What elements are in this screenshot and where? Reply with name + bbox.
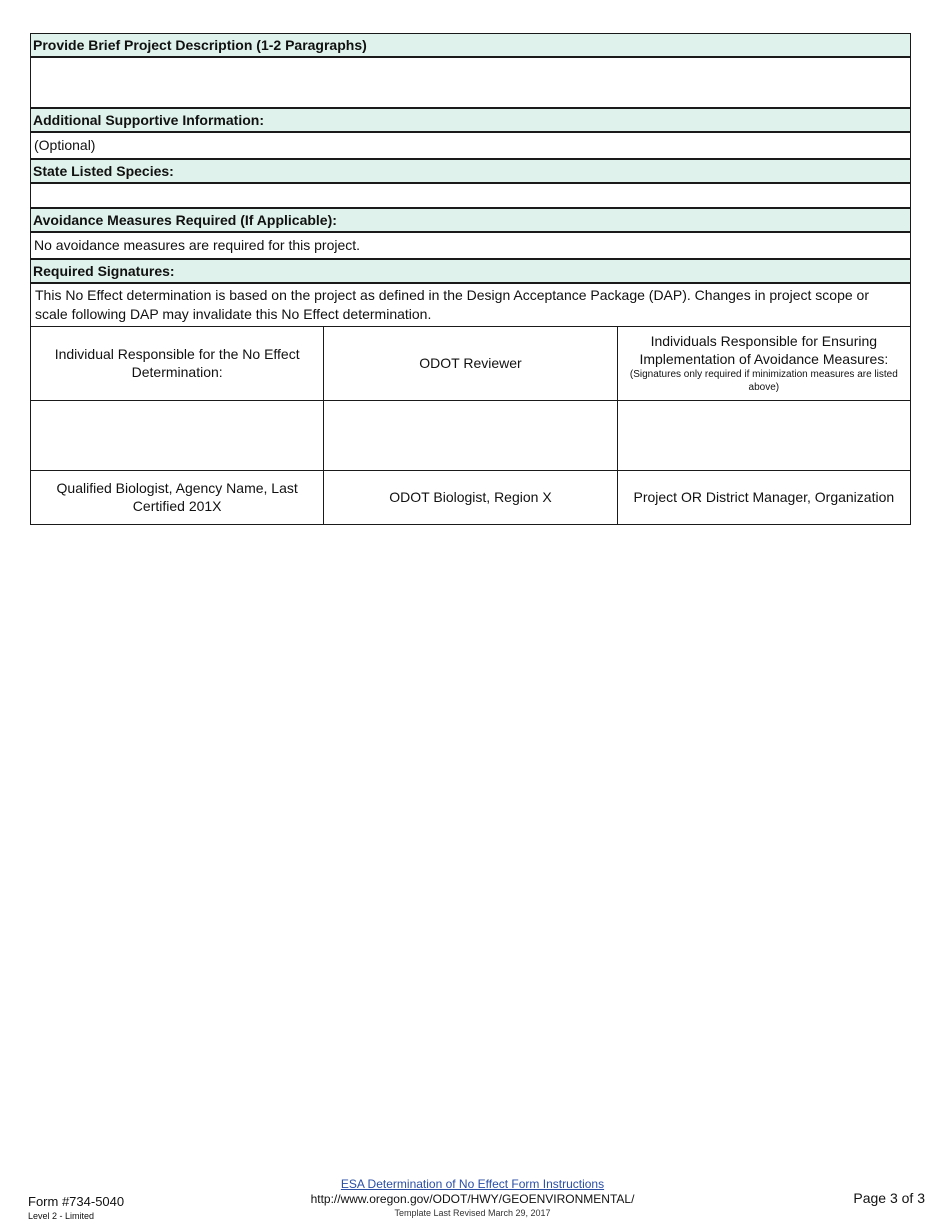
footer-links [250, 1177, 695, 1219]
avoidance-field[interactable]: No avoidance measures are required for this project. [30, 233, 911, 259]
signer-name: Qualified Biologist, Agency Name, Last Certified 201X [31, 470, 324, 524]
footer-url: http://www.oregon.gov/ODOT/HWY/GEOENVIRONMENTAL/ [310, 1192, 635, 1206]
signature-table [30, 327, 911, 525]
column-title-text: Individual Responsible for the No Effect Determination: [54, 346, 300, 381]
signature-box-odot-reviewer[interactable] [324, 400, 617, 470]
signer-name: Project OR District Manager, Organization [617, 470, 910, 524]
form-number: Form #734-5040 [28, 1194, 125, 1209]
signature-entry-row [31, 400, 911, 470]
additional-info-field[interactable]: (Optional) [30, 133, 911, 159]
signer-name-row [31, 470, 911, 524]
project-description-field[interactable] [30, 58, 911, 108]
signature-header-row [31, 327, 911, 400]
signature-box-implementation[interactable] [617, 400, 910, 470]
column-note: (Signatures only required if minimization measures are listed above) [629, 369, 898, 394]
signer-name: ODOT Biologist, Region X [324, 470, 617, 524]
template-revised: Template Last Revised March 29, 2017 [394, 1208, 551, 1218]
instructions-link[interactable]: ESA Determination of No Effect Form Instructions [340, 1177, 605, 1191]
project-description-heading: Provide Brief Project Description (1-2 Paragraphs) [30, 33, 911, 58]
state-species-field[interactable] [30, 184, 911, 208]
column-title-text: Individuals Responsible for Ensuring Implementation of Avoidance Measures: [639, 333, 889, 368]
page-number: Page 3 of 3 [853, 1190, 925, 1206]
signature-column-title [324, 327, 617, 400]
footer-form-info [28, 1194, 124, 1222]
column-title-text: ODOT Reviewer [419, 355, 522, 372]
avoidance-heading: Avoidance Measures Required (If Applicable): [30, 208, 911, 233]
form-page [30, 33, 911, 525]
state-species-heading: State Listed Species: [30, 159, 911, 184]
form-level: Level 2 - Limited [28, 1211, 95, 1221]
signature-column-title [31, 327, 324, 400]
additional-info-heading: Additional Supportive Information: [30, 108, 911, 133]
signature-column-title [617, 327, 910, 400]
signature-box-biologist[interactable] [31, 400, 324, 470]
signatures-heading: Required Signatures: [30, 259, 911, 284]
signatures-notice: This No Effect determination is based on the project as defined in the Design Acceptance Package (DAP). Changes in project scope or scale following DAP may invalidate this No Effect determination. [30, 284, 911, 327]
